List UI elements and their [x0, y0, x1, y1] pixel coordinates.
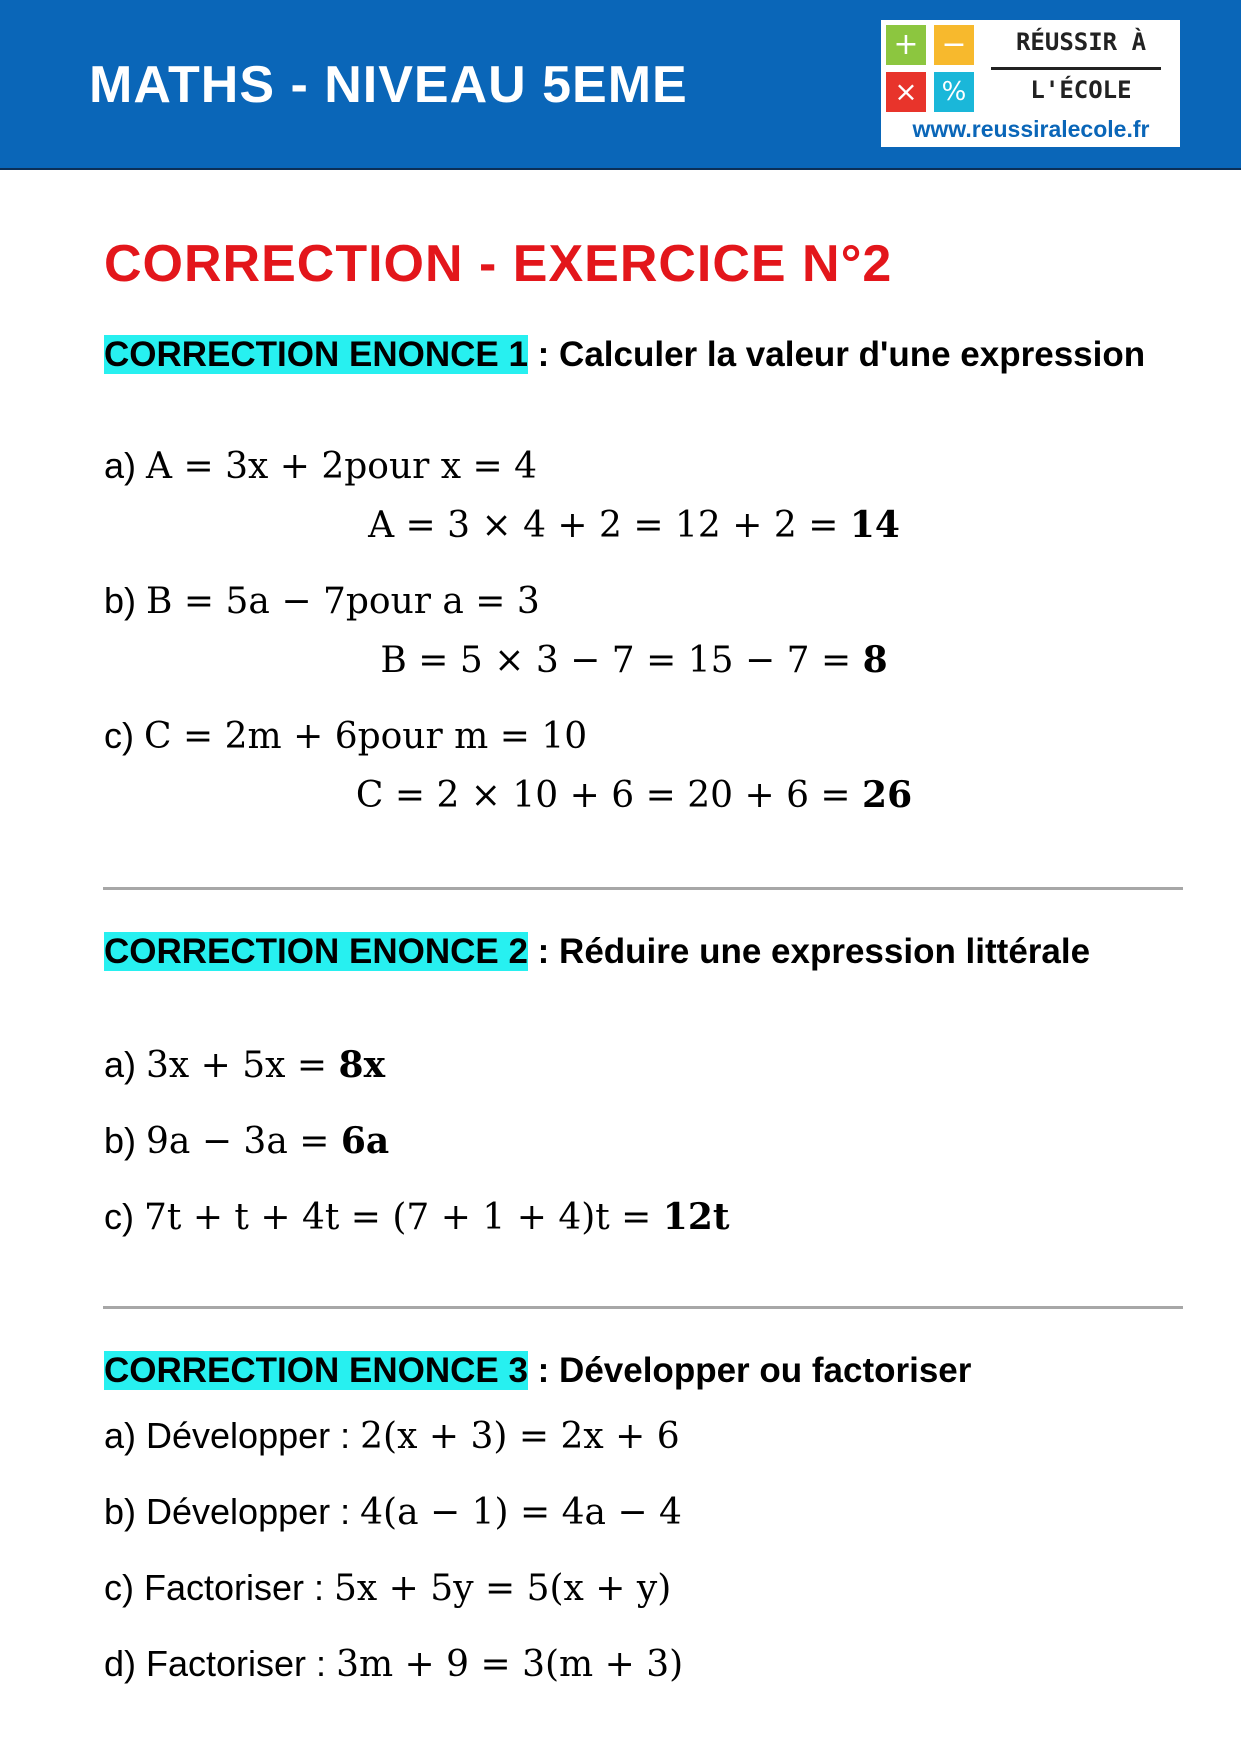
section-heading	[104, 330, 1164, 380]
logo-text-line1: RÉUSSIR À	[1015, 28, 1147, 56]
section-divider	[103, 1306, 1183, 1309]
item-statement	[104, 1415, 680, 1457]
item-statement	[104, 1567, 671, 1609]
section-heading	[104, 927, 1164, 977]
item-statement	[104, 1643, 683, 1685]
calc-result: 14	[849, 504, 900, 546]
item-label: b) Développer :	[104, 1491, 361, 1532]
section-heading	[104, 1346, 1164, 1396]
plus-icon: +	[886, 25, 926, 65]
item-label: c) Factoriser :	[104, 1567, 335, 1608]
calc-math: B = 5 × 3 − 7 = 15 − 7 =	[380, 640, 863, 681]
item-statement	[104, 1044, 385, 1086]
item-math: 7t + t + 4t = (7 + 1 + 4)t =	[144, 1197, 663, 1238]
logo-divider	[991, 67, 1161, 70]
item-math: 5x + 5y = 5(x + y)	[334, 1568, 672, 1609]
page-header	[0, 0, 1241, 170]
section-heading-text: : Réduire une expression littérale	[527, 932, 1091, 971]
calc-math: A = 3 × 4 + 2 = 12 + 2 =	[368, 505, 850, 546]
item-label: a)	[104, 445, 147, 486]
item-statement	[104, 715, 587, 757]
item-statement	[104, 580, 540, 622]
section-heading-text: : Calculer la valeur d'une expression	[527, 335, 1146, 374]
item-calculation	[104, 774, 1164, 816]
item-result: 8x	[338, 1044, 386, 1086]
item-math: 3m + 9 = 3(m + 3)	[336, 1644, 684, 1685]
section-tag: CORRECTION ENONCE 2	[104, 932, 528, 971]
item-calculation	[104, 504, 1164, 546]
site-logo	[881, 20, 1180, 147]
item-math: 2(x + 3) = 2x + 6	[360, 1416, 680, 1457]
section-divider	[103, 887, 1183, 890]
item-math: C = 2m + 6pour m = 10	[144, 716, 588, 757]
document-title: CORRECTION - EXERCICE N°2	[104, 235, 893, 293]
item-statement	[104, 445, 537, 487]
item-statement	[104, 1196, 730, 1238]
item-label: b)	[104, 580, 147, 621]
header-title: MATHS - NIVEAU 5EME	[89, 56, 688, 114]
item-statement	[104, 1120, 389, 1162]
item-math: 9a − 3a =	[146, 1121, 341, 1162]
logo-url: www.reussiralecole.fr	[912, 116, 1150, 142]
item-label: c)	[104, 1196, 144, 1237]
item-label: a)	[104, 1044, 147, 1085]
times-icon: ×	[886, 72, 926, 112]
section-3	[104, 1346, 1164, 1396]
item-label: b)	[104, 1120, 147, 1161]
logo-text-line2: L'ÉCOLE	[1030, 76, 1132, 104]
calc-math: C = 2 × 10 + 6 = 20 + 6 =	[355, 775, 863, 816]
item-math: 3x + 5x =	[146, 1045, 339, 1086]
calc-result: 26	[862, 774, 913, 816]
item-statement	[104, 1491, 682, 1533]
section-heading-text: : Développer ou factoriser	[527, 1351, 972, 1390]
calc-result: 8	[862, 639, 888, 681]
section-2	[104, 927, 1164, 977]
item-label: d) Factoriser :	[104, 1643, 337, 1684]
item-result: 6a	[340, 1120, 390, 1162]
minus-icon: −	[934, 25, 974, 65]
section-tag: CORRECTION ENONCE 1	[104, 335, 528, 374]
item-label: c)	[104, 715, 144, 756]
item-label: a) Développer :	[104, 1415, 361, 1456]
section-1	[104, 330, 1164, 380]
item-math: 4(a − 1) = 4a − 4	[360, 1492, 682, 1533]
percent-icon: %	[934, 72, 974, 112]
item-result: 12t	[662, 1196, 730, 1238]
section-tag: CORRECTION ENONCE 3	[104, 1351, 528, 1390]
item-calculation	[104, 639, 1164, 681]
item-math: B = 5a − 7pour a = 3	[146, 581, 540, 622]
item-math: A = 3x + 2pour x = 4	[146, 446, 538, 487]
